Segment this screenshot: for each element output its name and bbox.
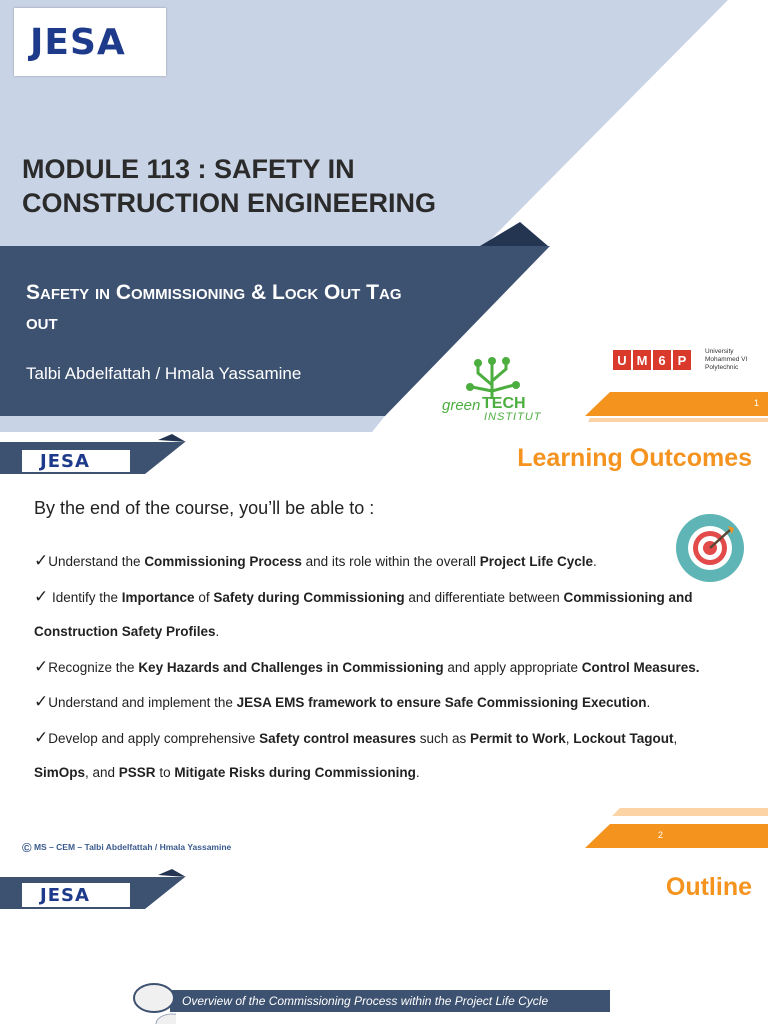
course-subtitle: Safety in Commissioning & Lock Out Tag out [26, 281, 402, 334]
outcome-text: and its role within the overall [301, 554, 480, 569]
slide-1 [0, 0, 768, 432]
greentech-logo [440, 355, 560, 427]
outcome-bold-text: Permit to Work [469, 730, 566, 746]
jesa-logo [14, 8, 166, 76]
outcome-text: Understand and implement the [48, 695, 237, 710]
outcome-text: of [194, 589, 214, 605]
check-icon: ✓ [34, 656, 49, 676]
check-icon: ✓ [34, 692, 49, 711]
page-number: 1 [754, 398, 760, 408]
svg-text:U: U [617, 353, 627, 368]
check-icon: ✓ [34, 586, 49, 606]
outcome-text: such as [415, 730, 470, 746]
copyright-icon: © [22, 840, 32, 855]
outcome-text: , [565, 730, 574, 746]
outcome-bold-text: Mitigate Risks during Commissioning [174, 765, 416, 780]
outcome-text: . [646, 695, 651, 710]
jesa-logo-text: JESA [40, 451, 90, 472]
outline-bullet-icon [132, 979, 176, 1024]
outcome-text: Identify the [48, 589, 122, 605]
module-title: MODULE 113 : SAFETY IN CONSTRUCTION ENGINEERING [22, 154, 437, 218]
um6p-logo-mark [613, 350, 695, 370]
learning-outcome-item [34, 650, 704, 686]
outcome-bold-text: Project Life Cycle [479, 554, 593, 569]
greentech-tech-text: TECH [482, 395, 526, 412]
outcome-bold-text: Key Hazards and Challenges in Commissioning [138, 659, 444, 675]
jesa-logo-text: JESA [40, 885, 90, 906]
learning-outcome-item [34, 544, 704, 580]
page-number: 2 [658, 830, 664, 840]
um6p-line-1: University [705, 348, 734, 355]
outcome-bold-text: Importance [121, 589, 195, 605]
um6p-line-3: Polytechnic [705, 364, 739, 371]
authors: Talbi Abdelfattah / Hmala Yassamine [26, 364, 302, 383]
jesa-logo-text: JESA [30, 22, 126, 63]
outcome-text: , [673, 730, 678, 746]
outcome-bold-text: Control Measures. [581, 659, 700, 675]
jesa-logo [22, 883, 130, 907]
slide-2 [0, 432, 768, 855]
outcome-bold-text: Commissioning Process [144, 554, 302, 569]
um6p-university-name [705, 348, 747, 372]
outcome-text: Recognize the [48, 659, 139, 675]
um6p-line-2: Mohammed VI [705, 356, 748, 363]
footer [22, 840, 231, 855]
greentech-institut-text: INSTITUT [484, 411, 542, 423]
outcome-bold-text: Lockout Tagout [573, 730, 674, 746]
target-icon [676, 514, 744, 582]
outcome-text: to [155, 765, 175, 780]
svg-text:M: M [636, 353, 648, 368]
outcome-text: . [593, 554, 597, 569]
outcome-bold-text: Safety control measures [259, 730, 416, 746]
slide-title: Learning Outcomes [517, 444, 752, 472]
outcome-text: and apply appropriate [443, 659, 582, 675]
jesa-logo [22, 450, 130, 472]
outcome-bold-text: Commissioning and Construction Safety Profiles [34, 589, 693, 639]
outcome-text: , and [85, 765, 119, 780]
greentech-green-text: green [442, 397, 481, 414]
um6p-logo [613, 348, 763, 374]
outline-item-1: Overview of the Commissioning Process within the Project Life Cycle [170, 990, 610, 1012]
learning-outcome-item [34, 580, 704, 650]
check-icon: ✓ [34, 551, 49, 570]
footer-text: MS – CEM – Talbi Abdelfattah / Hmala Yassamine [33, 841, 232, 852]
outcome-bold-text: Safety during Commissioning [213, 589, 405, 605]
outcome-text: and differentiate between [404, 589, 564, 605]
outcome-bold-text: PSSR [118, 765, 156, 780]
learning-outcomes-list [34, 544, 704, 791]
outcome-text: Understand the [48, 554, 145, 569]
outcome-text: . [415, 765, 420, 780]
intro-text: By the end of the course, you’ll be able to : [34, 498, 375, 518]
outcome-text: Develop and apply comprehensive [48, 730, 260, 746]
svg-text:6: 6 [658, 353, 666, 368]
outcome-text: . [215, 624, 220, 639]
check-icon: ✓ [34, 727, 49, 747]
slide-title: Outline [665, 873, 752, 901]
learning-outcome-item [34, 721, 704, 791]
outcome-bold-text: SimOps [34, 765, 86, 780]
outcome-bold-text: JESA EMS framework to ensure Safe Commissioning Execution [236, 695, 647, 710]
svg-text:P: P [677, 353, 687, 368]
slide-3 [0, 855, 768, 1024]
circuit-tree-icon [464, 355, 524, 399]
learning-outcome-item [34, 685, 704, 721]
